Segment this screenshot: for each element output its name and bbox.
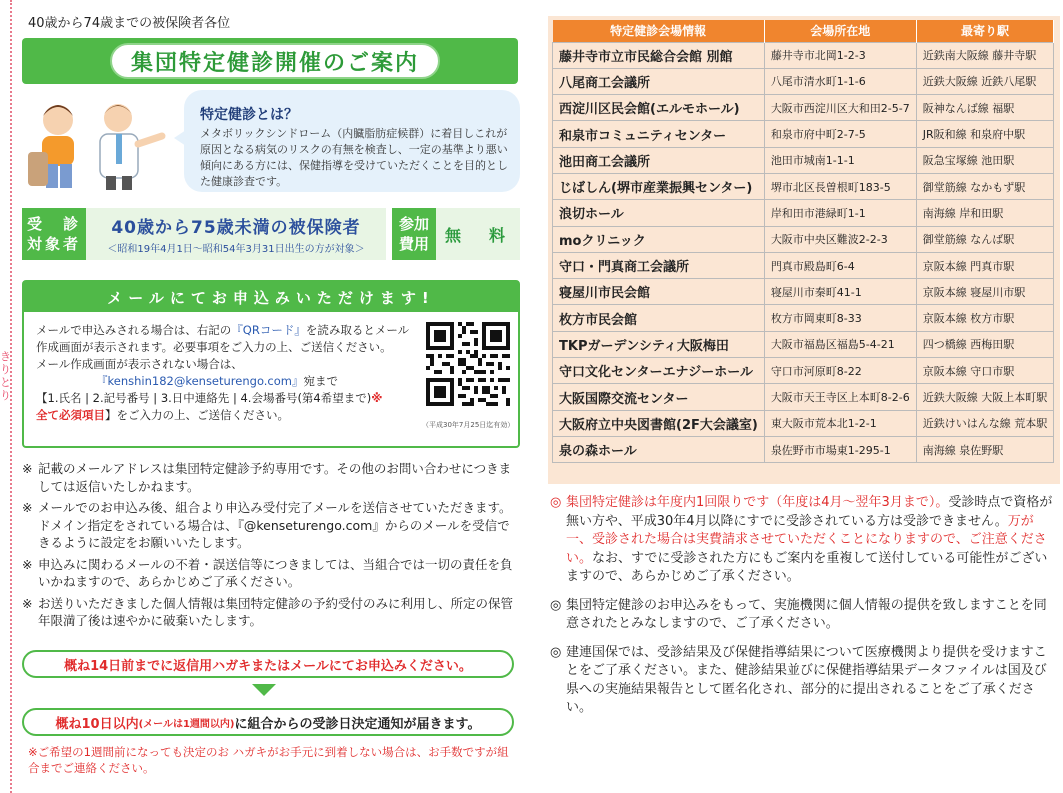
note-text: メールでのお申込み後、組合より申込み受付完了メールを送信させていただきます。ドメイン指定をされている場合は、『@kenseturengo.com』からのメールを受信できるように設定をお願いいたします。 xyxy=(38,500,512,550)
venue-station: 京阪本線 寝屋川市駅 xyxy=(916,279,1054,305)
venue-name: 守口文化センターエナジーホール xyxy=(553,358,765,384)
doctor-head-icon xyxy=(104,104,132,132)
step2-b: (メールは1週間以内) xyxy=(138,718,235,730)
intro-body: メタボリックシンドローム（内臓脂肪症候群）に着目しこれが原因となる病気のリスクの有無を検査し、一定の基準より悪い傾向にある方には、保健指導を受けていただくことを目的とした健康診査です。 xyxy=(200,127,508,188)
venue-name: 守口・門真商工会議所 xyxy=(553,252,765,278)
doctor-patient-illustration xyxy=(22,92,174,192)
venue-station: 南海線 岸和田駅 xyxy=(916,200,1054,226)
venue-station: JR阪和線 和泉府中駅 xyxy=(916,121,1054,147)
venue-address: 大阪市西淀川区大和田2-5-7 xyxy=(764,95,916,121)
intro-heading: 特定健診とは？ xyxy=(200,107,298,123)
right-note-1 xyxy=(550,494,1056,587)
step2-a: 概ね10日以内 xyxy=(55,716,139,732)
right-note-1-text xyxy=(566,494,1056,587)
note-mark: ※ xyxy=(22,595,33,611)
note-item xyxy=(22,460,520,495)
target-row xyxy=(22,208,520,260)
venue-station: 近鉄南大阪線 藤井寺駅 xyxy=(916,42,1054,68)
venue-address: 岸和田市港緑町1-1 xyxy=(764,200,916,226)
note-mark: ※ xyxy=(22,500,33,515)
left-column xyxy=(22,0,520,793)
note-text: お送りいただきました個人情報は集団特定健診の予約受付のみに利用し、所定の保管年限満了後は速やかに破棄いたします。 xyxy=(38,595,514,628)
mail-fields-end: 】をご入力の上、ご送信ください。 xyxy=(105,408,289,422)
arrow-down-icon xyxy=(252,684,276,696)
venue-row xyxy=(553,252,1054,278)
venue-station: 京阪本線 枚方市駅 xyxy=(916,305,1054,331)
venue-table xyxy=(552,20,1054,463)
n1-red1: 集団特定健診は年度内1回限りです（年度は4月～翌年3月まで）。 xyxy=(566,495,949,510)
mail-fields: 【1.氏名 | 2.記号番号 | 3.日中連絡先 | 4.会場番号(第4希望まで) xyxy=(36,391,372,405)
n1-black1: 受診時点で資格が無い方や、平成30年4月以降にすでに受診されている方は受診できません。 xyxy=(566,495,1053,529)
venue-row xyxy=(553,410,1054,436)
target-label-line1: 受 診 xyxy=(26,215,81,233)
note-text: 申込みに関わるメールの不着・誤送信等につきましては、当組合では一切の責任を負いかねますので、あらかじめご了承ください。 xyxy=(38,556,513,589)
venue-row xyxy=(553,331,1054,357)
venue-name: 大阪国際交流センター xyxy=(553,384,765,410)
fee-value: 無 料 xyxy=(436,208,520,260)
note-text: 記載のメールアドレスは集団特定健診予約専用です。その他のお問い合わせにつきましては返信いたしかねます。 xyxy=(38,461,512,494)
venue-row xyxy=(553,173,1054,199)
venue-row xyxy=(553,436,1054,462)
venue-station: 近鉄大阪線 大阪上本町駅 xyxy=(916,384,1054,410)
venue-row xyxy=(553,384,1054,410)
venue-address: 寝屋川市秦町41-1 xyxy=(764,279,916,305)
venue-row xyxy=(553,121,1054,147)
venue-station: 近鉄けいはんな線 荒本駅 xyxy=(916,410,1054,436)
venue-row xyxy=(553,279,1054,305)
venue-station: 四つ橋線 西梅田駅 xyxy=(916,331,1054,357)
mail-address-suffix: 宛まで xyxy=(303,374,338,388)
target-main: 40歳から75歳未満の被保険者 xyxy=(111,218,361,238)
note-mark: ※ xyxy=(22,556,33,572)
venue-address: 枚方市岡東町8-33 xyxy=(764,305,916,331)
venue-row xyxy=(553,226,1054,252)
mail-heading: メールにてお申込みいただけます! xyxy=(24,282,518,312)
page-title: 集団特定健診開催のご案内 xyxy=(130,50,419,76)
right-note-2 xyxy=(550,597,1056,634)
venue-station: 南海線 泉佐野駅 xyxy=(916,436,1054,462)
title-banner xyxy=(22,38,518,84)
patient-head-icon xyxy=(43,105,73,135)
right-note-3-text: 建連国保では、受診結果及び保健指導結果について医療機関より提供を受けますことをご了承ください。また、健診結果並びに保健指導結果データファイルは国及び県への実施結果報告として匿名化され、部分的に提出されることをご了承ください。 xyxy=(566,644,1047,715)
venue-name: 藤井寺市立市民総合会館 別館 xyxy=(553,42,765,68)
venue-address: 東大阪市荒本北1-2-1 xyxy=(764,410,916,436)
required-mark: ※ xyxy=(371,391,383,405)
step2-d: 組合からの受診日決定通知が届きます。 xyxy=(247,716,481,732)
fee-label-line2: 費用 xyxy=(398,235,429,253)
venue-name: 和泉市コミュニティセンター xyxy=(553,121,765,147)
fee-label xyxy=(392,208,436,260)
header-address: 会場所在地 xyxy=(764,20,916,42)
step-2-banner xyxy=(22,708,514,736)
venue-address: 大阪市福島区福島5-4-21 xyxy=(764,331,916,357)
mail-line2: メール作成画面が表示されない場合は、 xyxy=(36,357,243,371)
qr-code-icon[interactable] xyxy=(426,322,510,406)
right-note-2-text: 集団特定健診のお申込みをもって、実施機関に個人情報の提供を致しますことを同意されたとみなしますので、ご了承ください。 xyxy=(566,597,1047,631)
venue-name: 浪切ホール xyxy=(553,200,765,226)
venue-address: 堺市北区長曽根町183-5 xyxy=(764,173,916,199)
audience-text: 40歳から74歳までの被保険者各位 xyxy=(28,16,231,31)
mail-application-box xyxy=(22,280,520,448)
venue-name: 枚方市民会館 xyxy=(553,305,765,331)
venue-address: 池田市城南1-1-1 xyxy=(764,147,916,173)
venue-name: 西淀川区民会館(エルモホール) xyxy=(553,95,765,121)
venue-row xyxy=(553,95,1054,121)
mail-line1c: を読み取るとメール作成画面が表示されます。必要事項をご入力の上、ご送信ください。 xyxy=(36,323,410,354)
mail-address-link[interactable]: 『kenshin182@kenseturengo.com』 xyxy=(96,374,304,388)
mail-line1a: メールで申込みされる場合は、右記の xyxy=(36,323,232,337)
target-sub: ＜昭和19年4月1日～昭和54年3月31日出生の方が対象＞ xyxy=(107,244,365,255)
qr-code-link: 『QRコード』 xyxy=(231,323,306,337)
venue-station: 阪神なんば線 福駅 xyxy=(916,95,1054,121)
venue-station: 京阪本線 守口市駅 xyxy=(916,358,1054,384)
venue-table-header xyxy=(553,20,1054,42)
note-mark: ◎ xyxy=(550,597,562,613)
notes-list xyxy=(22,460,520,634)
required-note: 全て必須項目 xyxy=(36,408,105,422)
cut-label: きりとり xyxy=(0,350,11,402)
venue-row xyxy=(553,147,1054,173)
venue-row xyxy=(553,68,1054,94)
target-label xyxy=(22,208,86,260)
venue-row xyxy=(553,42,1054,68)
title-pill xyxy=(110,43,440,79)
venue-address: 大阪市天王寺区上本町8-2-6 xyxy=(764,384,916,410)
venue-row xyxy=(553,358,1054,384)
n1-red2: 万が一、受診された場合は実費請求させていただくことになりますので、ご注意ください。 xyxy=(566,513,1047,566)
venue-station: 御堂筋線 なかもず駅 xyxy=(916,173,1054,199)
venue-address: 八尾市清水町1-1-6 xyxy=(764,68,916,94)
venue-address: 門真市殿島町6-4 xyxy=(764,252,916,278)
venue-address: 和泉市府中町2-7-5 xyxy=(764,121,916,147)
footnote: ※ご希望の1週間前になっても決定のお ハガキがお手元に到着しない場合は、お手数ですが組合までご連絡ください。 xyxy=(28,745,509,775)
mail-instructions xyxy=(36,322,414,424)
header-station: 最寄り駅 xyxy=(916,20,1054,42)
qr-validity-note: （平成30年7月25日迄有効） xyxy=(422,421,515,429)
venue-station: 阪急宝塚線 池田駅 xyxy=(916,147,1054,173)
venue-name: 大阪府立中央図書館(2F大会議室) xyxy=(553,410,765,436)
step-1-banner: 概ね14日前までに返信用ハガキまたはメールにてお申込みください。 xyxy=(22,650,514,678)
venue-name: 八尾商工会議所 xyxy=(553,68,765,94)
n1-black2: なお、すでに受診された方にもご案内を重複して送付している可能性がございますので、あらかじめご了承ください。 xyxy=(566,550,1048,584)
venue-name: 泉の森ホール xyxy=(553,436,765,462)
note-mark: ◎ xyxy=(550,644,562,660)
venue-row xyxy=(553,200,1054,226)
venue-name: 池田商工会議所 xyxy=(553,147,765,173)
right-notes xyxy=(550,494,1056,728)
venue-address: 泉佐野市市場東1-295-1 xyxy=(764,436,916,462)
note-mark: ※ xyxy=(22,461,33,476)
venue-address: 藤井寺市北岡1-2-3 xyxy=(764,42,916,68)
venue-name: じばしん(堺市産業振興センター) xyxy=(553,173,765,199)
target-label-line2: 対象者 xyxy=(26,235,81,253)
venue-row xyxy=(553,305,1054,331)
note-mark: ◎ xyxy=(550,495,562,510)
header-venue: 特定健診会場情報 xyxy=(553,20,765,42)
note-item xyxy=(22,499,520,552)
intro-speech-bubble xyxy=(184,90,520,192)
note-item xyxy=(22,595,520,630)
right-note-3 xyxy=(550,644,1056,718)
venue-station: 御堂筋線 なんば駅 xyxy=(916,226,1054,252)
note-item xyxy=(22,556,520,591)
venue-address: 守口市河原町8-22 xyxy=(764,358,916,384)
venue-name: 寝屋川市民会館 xyxy=(553,279,765,305)
step2-c: に xyxy=(234,716,248,732)
right-column xyxy=(548,0,1058,793)
venue-address: 大阪市中央区難波2-2-3 xyxy=(764,226,916,252)
venue-station: 京阪本線 門真市駅 xyxy=(916,252,1054,278)
target-value xyxy=(86,208,386,260)
venue-station: 近鉄大阪線 近鉄八尾駅 xyxy=(916,68,1054,94)
venue-name: TKPガーデンシティ大阪梅田 xyxy=(553,331,765,357)
venue-name: moクリニック xyxy=(553,226,765,252)
fee-label-line1: 参加 xyxy=(398,215,429,233)
